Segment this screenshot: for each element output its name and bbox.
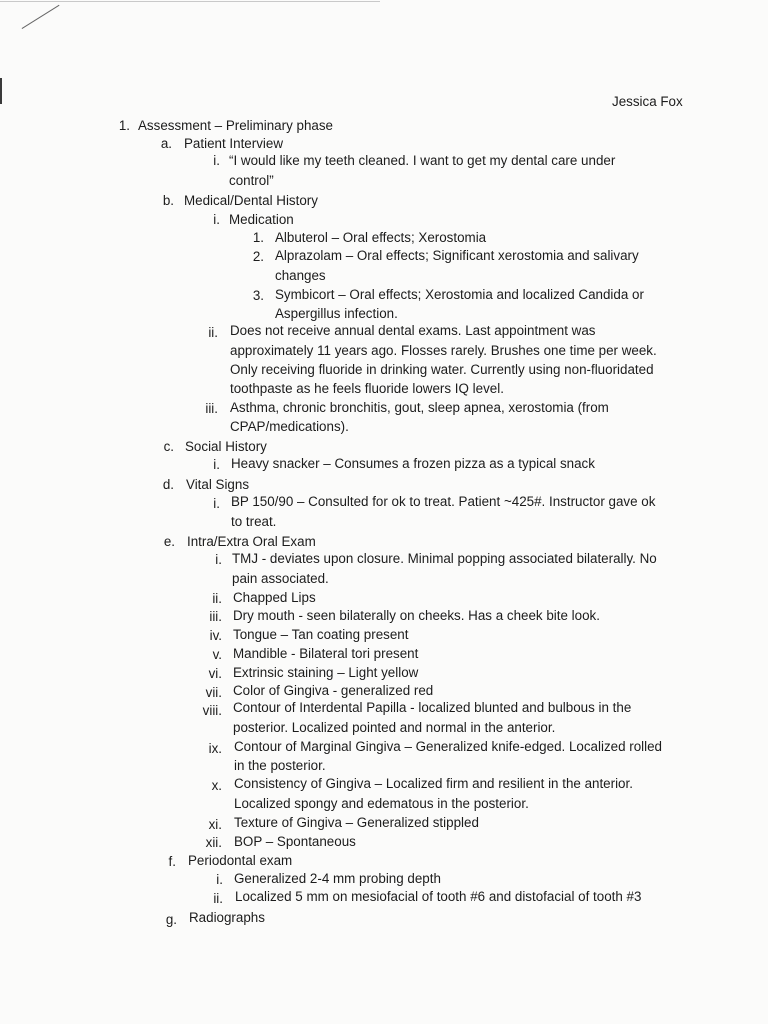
list-item-text: TMJ - deviates upon closure. Minimal popping associated bilaterally. No	[232, 551, 657, 566]
item-marker: i.	[213, 212, 220, 227]
item-marker: f.	[168, 854, 176, 869]
item-marker: i.	[213, 496, 220, 511]
binder-edge-mark	[0, 78, 2, 104]
list-item-text: Localized spongy and edematous in the posterior.	[234, 796, 529, 811]
list-item-text: Does not receive annual dental exams. Last appointment was	[230, 323, 596, 338]
item-marker: i.	[216, 872, 223, 887]
item-marker: i.	[215, 552, 222, 567]
item-marker: vii.	[205, 685, 222, 700]
item-marker: i.	[213, 457, 220, 472]
author-name: Jessica Fox	[612, 94, 683, 109]
list-item-text: Generalized 2-4 mm probing depth	[234, 871, 441, 886]
list-item-text: pain associated.	[232, 571, 329, 586]
list-item-text: to treat.	[231, 514, 277, 529]
list-item-text: Asthma, chronic bronchitis, gout, sleep apnea, xerostomia (from	[230, 400, 609, 415]
list-item-text: “I would like my teeth cleaned. I want to get my dental care under	[229, 153, 616, 168]
item-marker: 1.	[118, 118, 130, 133]
list-item-text: Localized 5 mm on mesiofacial of tooth #6 and distofacial of tooth #3	[235, 889, 642, 904]
subsection-heading: Vital Signs	[186, 477, 250, 492]
subsection-heading: Patient Interview	[184, 136, 283, 151]
item-marker: ix.	[208, 741, 222, 756]
scan-edge-line	[0, 1, 380, 2]
item-marker: i.	[213, 153, 220, 168]
item-marker: ii.	[213, 891, 223, 906]
subsection-heading: Social History	[185, 439, 267, 454]
pen-mark	[22, 5, 60, 29]
subsection-heading: Intra/Extra Oral Exam	[187, 534, 316, 549]
item-marker: x.	[211, 778, 222, 793]
item-marker: iv.	[209, 628, 222, 643]
list-item-text: Consistency of Gingiva – Localized firm and resilient in the anterior.	[234, 776, 633, 791]
list-item-text: Dry mouth - seen bilaterally on cheeks. Has a cheek bite look.	[233, 608, 600, 623]
section-heading: Assessment – Preliminary phase	[138, 118, 333, 133]
item-marker: ii.	[212, 591, 222, 606]
item-marker: iii.	[205, 401, 218, 416]
list-item-text: Heavy snacker – Consumes a frozen pizza as a typical snack	[231, 456, 595, 471]
subsection-heading: Radiographs	[189, 910, 265, 925]
list-item-text: Extrinsic staining – Light yellow	[233, 665, 419, 680]
list-item-text: control”	[229, 173, 274, 188]
item-marker: d.	[162, 477, 174, 492]
list-item-text: Albuterol – Oral effects; Xerostomia	[275, 230, 487, 245]
list-item-text: Chapped Lips	[233, 590, 316, 605]
item-marker: b.	[162, 193, 174, 208]
list-item-text: changes	[275, 268, 326, 283]
item-marker: g.	[165, 912, 177, 927]
item-marker: a.	[160, 136, 172, 151]
item-marker: xi.	[208, 817, 222, 832]
list-item-text: Medication	[229, 212, 294, 227]
subsection-heading: Medical/Dental History	[184, 193, 318, 208]
list-item-text: toothpaste as he feels fluoride lowers IQ level.	[230, 381, 504, 396]
item-marker: iii.	[209, 609, 222, 624]
item-marker: vi.	[208, 666, 222, 681]
list-item-text: Aspergillus infection.	[275, 306, 398, 321]
subsection-heading: Periodontal exam	[188, 853, 293, 868]
list-item-text: Mandible - Bilateral tori present	[233, 646, 419, 661]
list-item-text: approximately 11 years ago. Flosses rarely. Brushes one time per week.	[230, 343, 657, 358]
list-item-text: BP 150/90 – Consulted for ok to treat. Patient ~425#. Instructor gave ok	[231, 494, 656, 509]
list-item-text: Tongue – Tan coating present	[233, 627, 409, 642]
item-marker: 3.	[252, 288, 264, 303]
list-item-text: BOP – Spontaneous	[234, 834, 356, 849]
list-item-text: Contour of Interdental Papilla - localized blunted and bulbous in the	[233, 700, 632, 715]
list-item-text: Alprazolam – Oral effects; Significant xerostomia and salivary	[275, 248, 639, 263]
item-marker: v.	[212, 647, 222, 662]
list-item-text: Color of Gingiva - generalized red	[233, 683, 434, 698]
list-item-text: Symbicort – Oral effects; Xerostomia and localized Candida or	[275, 287, 644, 302]
item-marker: ii.	[208, 325, 218, 340]
item-marker: 1.	[252, 230, 264, 245]
list-item-text: Only receiving fluoride in drinking water. Currently using non-fluoridated	[230, 362, 654, 377]
item-marker: c.	[163, 439, 174, 454]
list-item-text: Texture of Gingiva – Generalized stippled	[234, 815, 479, 830]
item-marker: xii.	[205, 835, 222, 850]
list-item-text: CPAP/medications).	[230, 419, 349, 434]
item-marker: viii.	[202, 703, 222, 718]
list-item-text: in the posterior.	[234, 758, 326, 773]
item-marker: e.	[163, 534, 175, 549]
item-marker: 2.	[252, 249, 264, 264]
list-item-text: posterior. Localized pointed and normal in the anterior.	[233, 720, 556, 735]
list-item-text: Contour of Marginal Gingiva – Generalized knife-edged. Localized rolled	[234, 739, 663, 754]
